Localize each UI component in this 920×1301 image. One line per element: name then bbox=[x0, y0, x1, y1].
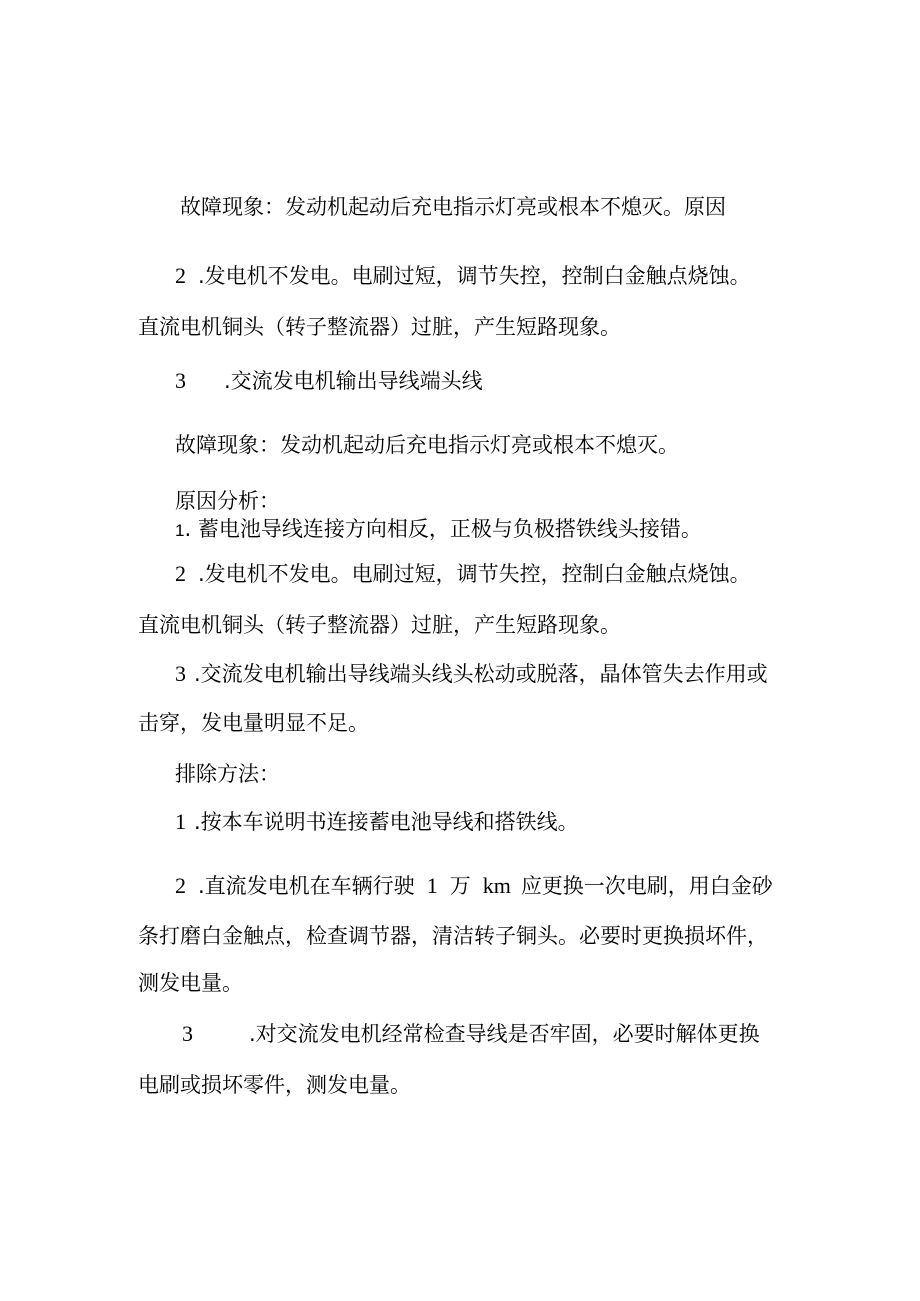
item-number: 2 bbox=[175, 873, 186, 898]
item-number: 2 bbox=[175, 263, 186, 288]
fix-item-2-line-1 bbox=[175, 872, 773, 900]
cause-item-3-line-1b bbox=[175, 660, 768, 688]
cause-item-2-line-2b bbox=[138, 611, 621, 639]
item-text: .按本车说明书连接蓄电池导线和搭铁线。 bbox=[194, 810, 579, 834]
symptom-line-2 bbox=[175, 431, 679, 459]
cause-item-2-line-2 bbox=[138, 313, 621, 341]
cause-item-1 bbox=[175, 515, 702, 545]
fix-item-3-line-2 bbox=[138, 1071, 411, 1099]
item-text: 电刷或损坏零件，测发电量。 bbox=[138, 1073, 411, 1097]
item-text: .交流发电机输出导线端头线 bbox=[224, 369, 483, 393]
item-number: 3 bbox=[182, 1021, 193, 1046]
heading-text: 原因分析： bbox=[175, 489, 280, 513]
fix-item-2-line-3 bbox=[138, 969, 243, 997]
item-text: .发电机不发电。电刷过短，调节失控，控制白金触点烧蚀。 bbox=[198, 562, 751, 586]
fix-item-1 bbox=[175, 808, 579, 836]
cause-item-2-line-1b bbox=[175, 560, 751, 588]
item-number: 2 bbox=[175, 561, 186, 586]
item-number: 3 bbox=[175, 368, 186, 393]
item-text: 直流电机铜头（转子整流器）过脏，产生短路现象。 bbox=[138, 315, 621, 339]
cause-item-2-line-1 bbox=[175, 262, 751, 290]
item-text: 击穿，发电量明显不足。 bbox=[138, 711, 369, 735]
fix-item-3-line-1 bbox=[182, 1020, 760, 1048]
heading-text: 排除方法： bbox=[175, 762, 280, 786]
item-text: .对交流发电机经常检查导线是否牢固，必要时解体更换 bbox=[249, 1022, 760, 1046]
cause-heading bbox=[175, 487, 280, 515]
item-text: 应更换一次电刷，用白金砂 bbox=[520, 874, 773, 898]
item-text: 万 bbox=[449, 874, 471, 898]
distance-number: 1 bbox=[426, 873, 438, 898]
symptom-line-1 bbox=[180, 193, 726, 221]
cause-item-3-line bbox=[175, 367, 483, 395]
item-number: 3 bbox=[175, 661, 186, 686]
fix-item-2-line-2 bbox=[138, 922, 768, 950]
item-text: .交流发电机输出导线端头线头松动或脱落，晶体管失去作用或 bbox=[194, 662, 768, 686]
cause-item-3-line-2b bbox=[138, 709, 369, 737]
item-text: .直流发电机在车辆行驶 bbox=[198, 874, 415, 898]
item-number: 1 bbox=[175, 521, 185, 540]
symptom-text: 故障现象：发动机起动后充电指示灯亮或根本不熄灭。 bbox=[175, 433, 679, 457]
item-text: . 蓄电池导线连接方向相反，正极与负极搭铁线头接错。 bbox=[184, 517, 702, 541]
item-text: .发电机不发电。电刷过短，调节失控，控制白金触点烧蚀。 bbox=[198, 264, 751, 288]
item-number: 1 bbox=[175, 809, 186, 834]
symptom-text: 故障现象：发动机起动后充电指示灯亮或根本不熄灭。原因 bbox=[180, 195, 726, 219]
fix-heading bbox=[175, 760, 280, 788]
item-text: 测发电量。 bbox=[138, 971, 243, 995]
distance-unit: km bbox=[482, 873, 511, 898]
item-text: 条打磨白金触点，检查调节器，清洁转子铜头。必要时更换损坏件， bbox=[138, 924, 768, 948]
item-text: 直流电机铜头（转子整流器）过脏，产生短路现象。 bbox=[138, 613, 621, 637]
